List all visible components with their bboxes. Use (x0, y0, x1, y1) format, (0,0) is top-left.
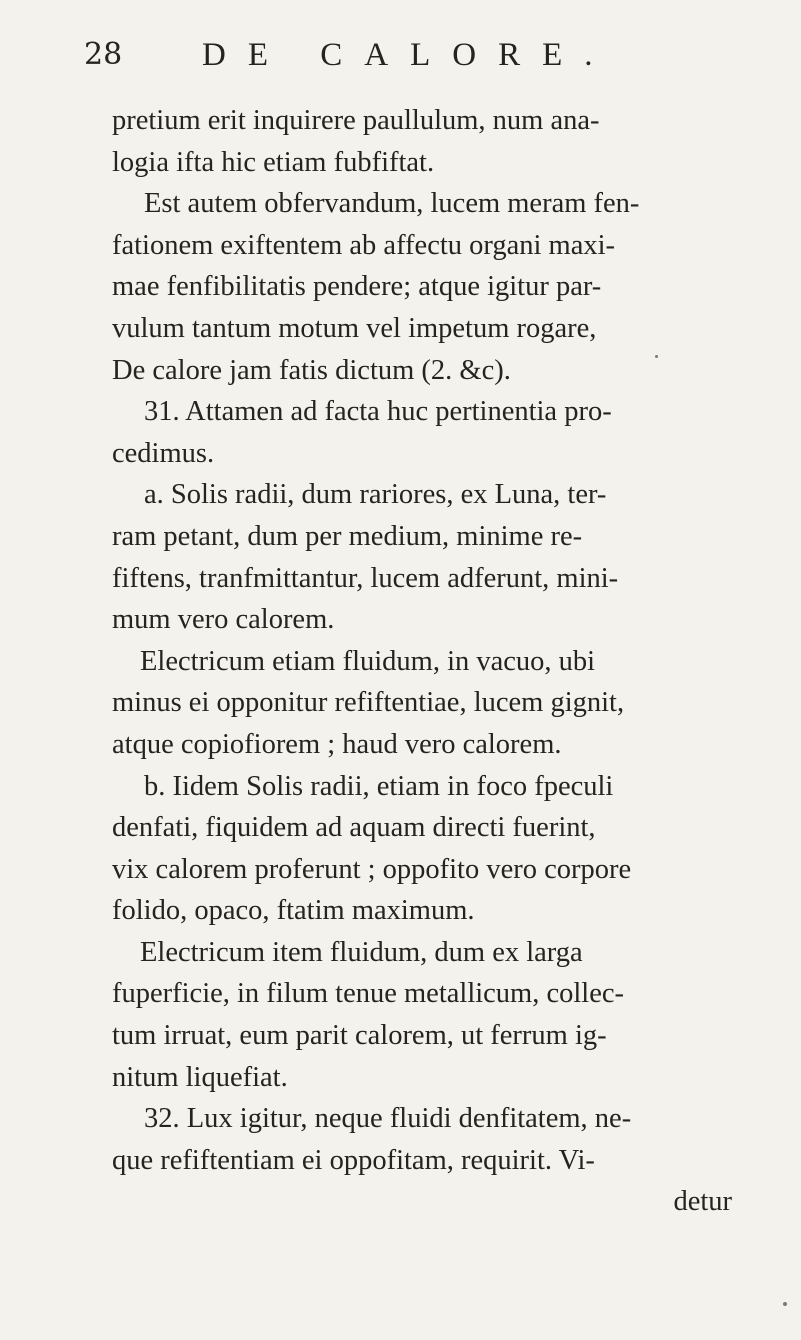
text-line: vulum tantum motum vel impetum rogare, (112, 312, 597, 344)
text-line: Est autem obfervandum, lucem meram fen- (144, 188, 640, 220)
running-header (84, 30, 684, 80)
text-line: minus ei opponitur refiftentiae, lucem gignit, (112, 687, 625, 719)
text-line: atque copiofiorem ; haud vero calorem. (112, 728, 562, 760)
text-block (112, 100, 752, 1223)
text-line: vix calorem proferunt ; oppofito vero corpore (112, 853, 632, 885)
text-line: a. Solis radii, dum rariores, ex Luna, ter- (144, 479, 607, 511)
page-number: 28 (84, 37, 123, 72)
text-line: folido, opaco, ftatim maximum. (112, 895, 475, 927)
text-line: fationem exiftentem ab affectu organi maxi- (112, 229, 616, 261)
text-line: ram petant, dum per medium, minime re- (112, 520, 583, 552)
text-line: logia ifta hic etiam fubfiftat. (112, 146, 435, 178)
text-line: 31. Attamen ad facta huc pertinentia pro- (144, 396, 612, 428)
text-line: cedimus. (112, 437, 215, 469)
text-line: mum vero calorem. (112, 604, 335, 636)
text-line: pretium erit inquirere paullulum, num ana- (112, 105, 600, 136)
text-line: 32. Lux igitur, neque fluidi denfitatem, ne- (144, 1103, 632, 1135)
text-line: nitum liquefiat. (112, 1061, 288, 1093)
text-line: De calore jam fatis dictum (2. &c). (112, 354, 511, 386)
text-line: tum irruat, eum parit calorem, ut ferrum ig- (112, 1020, 607, 1052)
text-line: que refiftentiam ei oppofitam, requirit. Vi- (112, 1144, 595, 1176)
text-line: Electricum item fluidum, dum ex larga (140, 936, 583, 968)
text-line: b. Iidem Solis radii, etiam in foco fpeculi (144, 770, 614, 802)
paper-speck (655, 355, 658, 358)
text-line: fiftens, tranfmittantur, lucem adferunt, mini- (112, 562, 619, 594)
running-title: DE CALORE. (202, 37, 615, 73)
catchword: detur (673, 1186, 732, 1218)
text-line: Electricum etiam fluidum, in vacuo, ubi (140, 645, 596, 677)
text-line: denfati, fiquidem ad aquam directi fuerint, (112, 812, 596, 844)
text-line: mae fenfibilitatis pendere; atque igitur par- (112, 271, 602, 303)
text-line: fuperficie, in filum tenue metallicum, collec- (112, 978, 624, 1010)
paper-speck (783, 1302, 787, 1306)
